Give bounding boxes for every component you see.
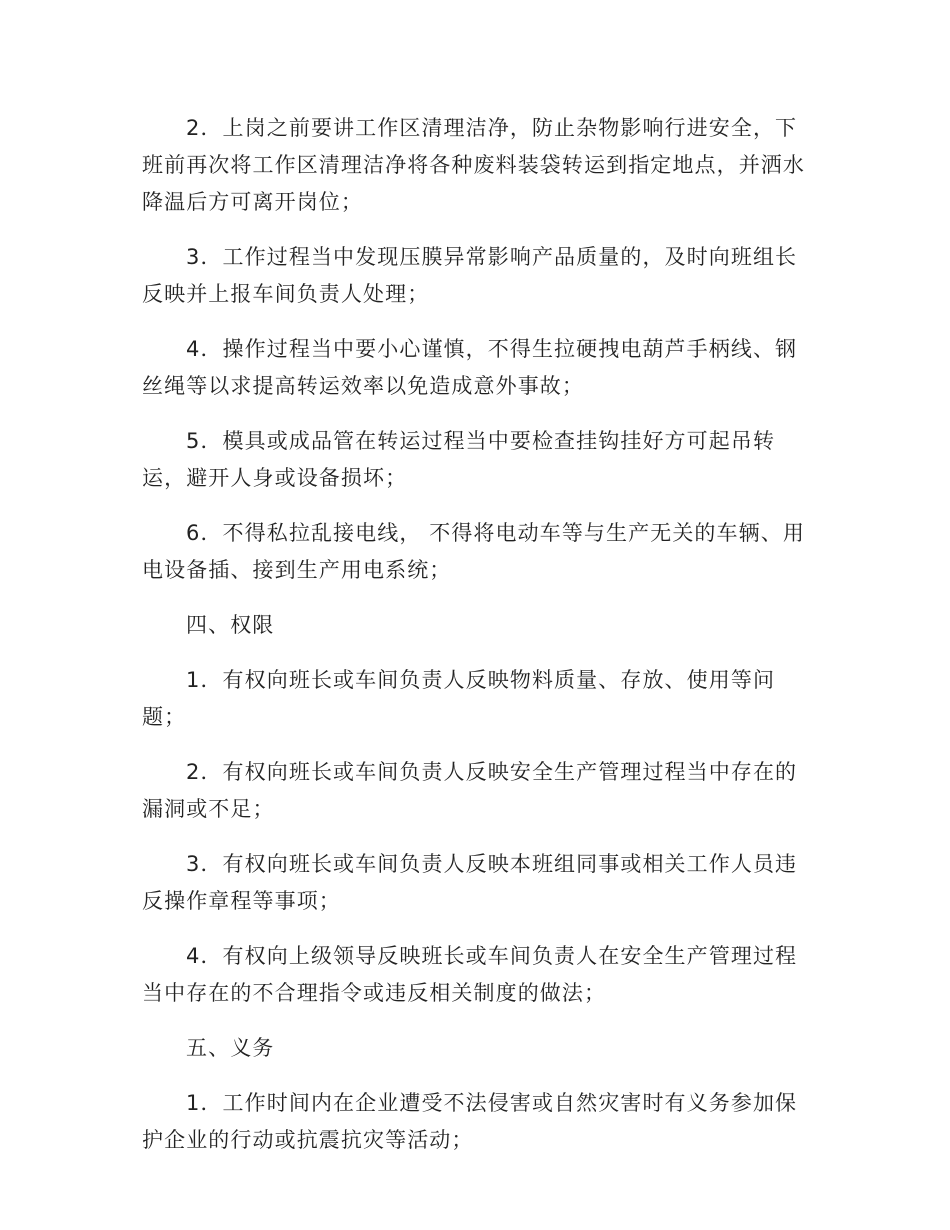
paragraph-obligation-1: 1．工作时间内在企业遭受不法侵害或自然灾害时有义务参加保护企业的行动或抗震抗灾等活动；: [142, 1091, 798, 1152]
paragraph-duty-4: 4．操作过程当中要小心谨慎，不得生拉硬拽电葫芦手柄线、钢丝绳等以求提高转运效率以免造成意外事故；: [142, 337, 798, 398]
paragraph-duty-3: 3．工作过程当中发现压膜异常影响产品质量的，及时向班组长反映并上报车间负责人处理；: [142, 245, 798, 306]
paragraph-right-2: 2．有权向班长或车间负责人反映安全生产管理过程当中存在的漏洞或不足；: [142, 760, 798, 821]
section-heading-obligations: 五、义务: [186, 1036, 275, 1060]
paragraph-right-3: 3．有权向班长或车间负责人反映本班组同事或相关工作人员违反操作章程等事项；: [142, 852, 798, 913]
paragraph-right-1: 1．有权向班长或车间负责人反映物料质量、存放、使用等问题；: [142, 668, 776, 729]
paragraph-duty-6: 6．不得私拉乱接电线， 不得将电动车等与生产无关的车辆、用电设备插、接到生产用电系统；: [142, 521, 805, 582]
paragraph-right-4: 4．有权向上级领导反映班长或车间负责人在安全生产管理过程当中存在的不合理指令或违反相关制度的做法；: [142, 944, 798, 1005]
document-body: [142, 110, 808, 1177]
section-heading-rights: 四、权限: [186, 613, 275, 637]
paragraph-duty-5: 5．模具或成品管在转运过程当中要检查挂钩挂好方可起吊转运，避开人身或设备损坏；: [142, 429, 776, 490]
paragraph-duty-2: 2．上岗之前要讲工作区清理洁净，防止杂物影响行进安全，下班前再次将工作区清理洁净将各种废料装袋转运到指定地点，并洒水降温后方可离开岗位；: [142, 116, 805, 214]
